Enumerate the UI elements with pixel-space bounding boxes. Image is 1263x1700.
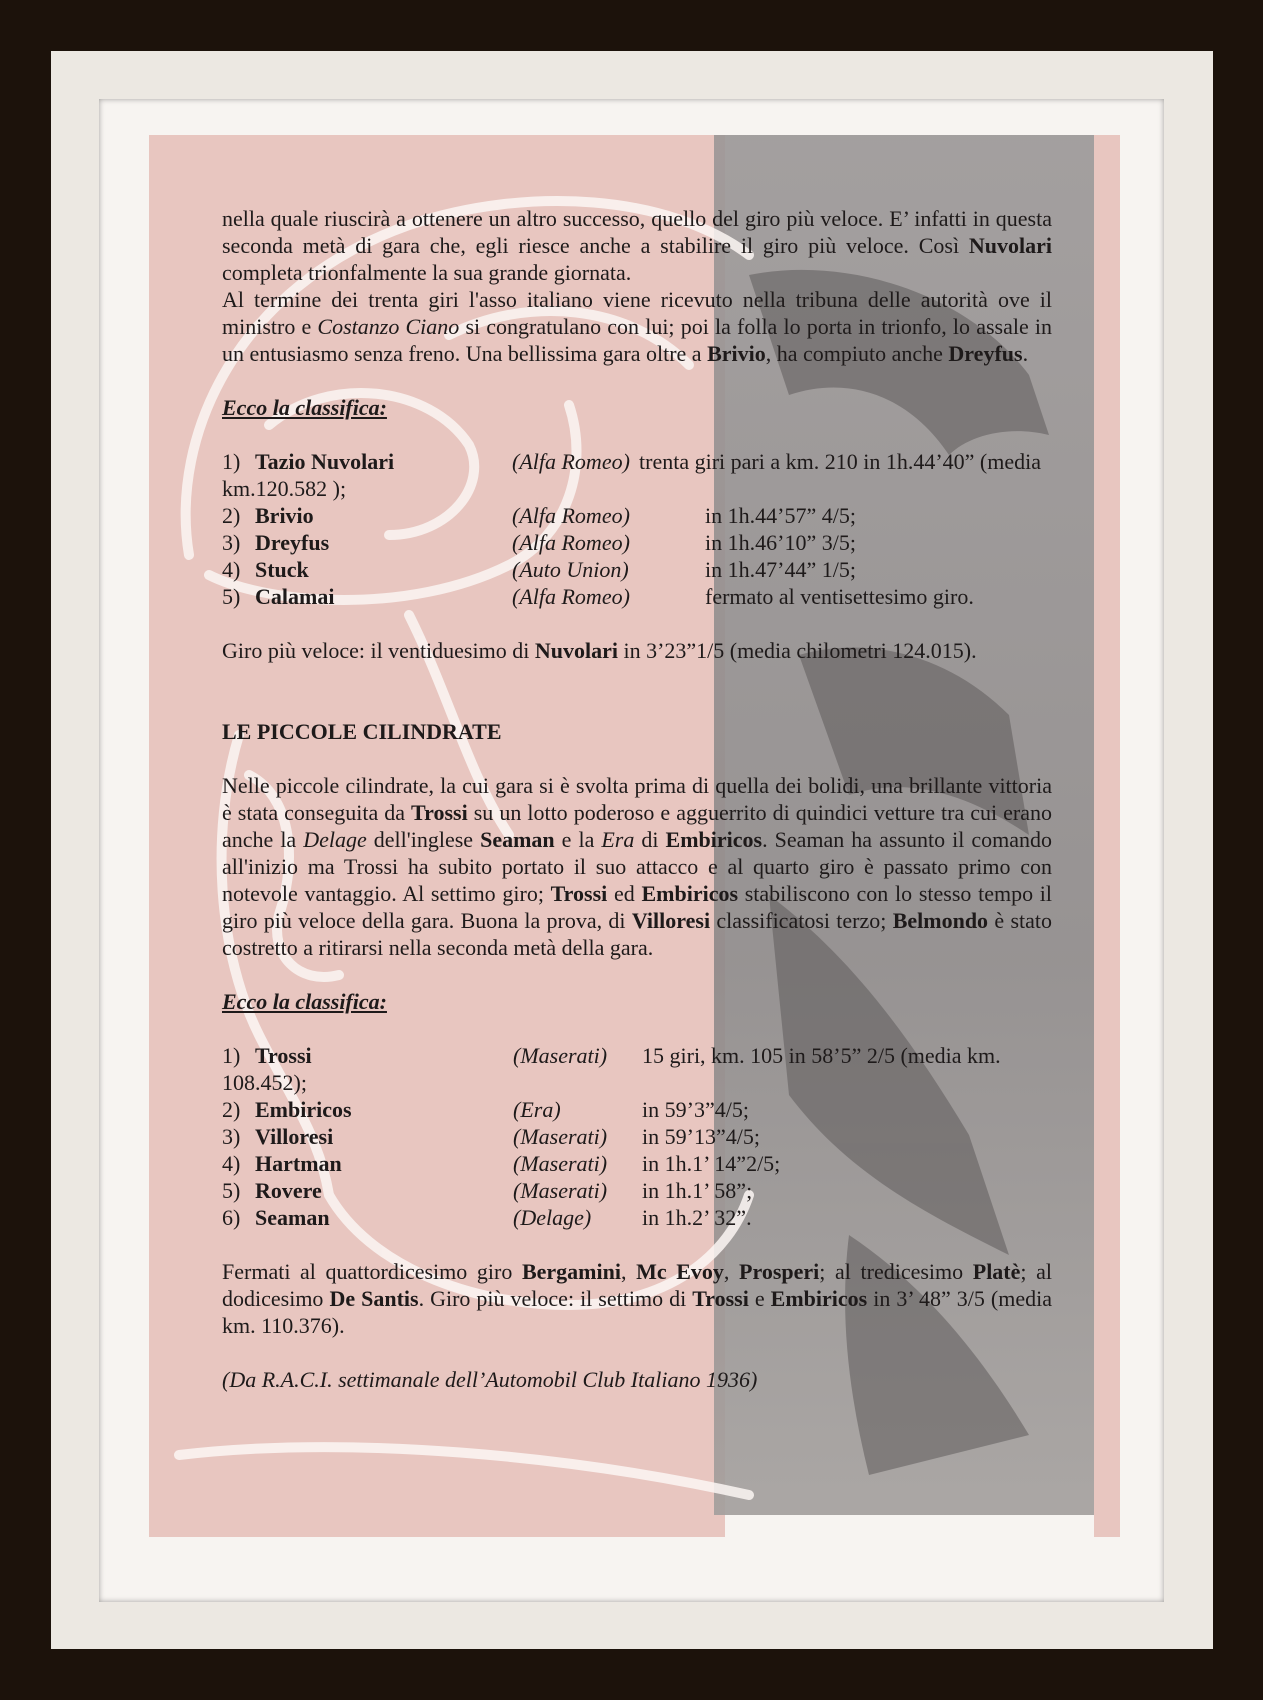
intro-paragraph-1: nella quale riuscirà a ottenere un altro successo, quello del giro più veloce. E’ infatti in questa seconda metà di gara che, egli riesce anche a stabilire il giro più veloce. Così Nuvolari completa trionfalmente la sua grande giornata. xyxy=(222,206,1052,285)
fastest-lap-1: Giro più veloce: il ventiduesimo di Nuvolari in 3’23”1/5 (media chilometri 124.015). xyxy=(222,638,977,663)
result-row: 1) Trossi (Maserati) 15 giri, km. 105 in 58’5” 2/5 (media km. xyxy=(222,1043,1001,1068)
source-citation: (Da R.A.C.I. settimanale dell’Automobil Club Italiano 1936) xyxy=(222,1367,758,1392)
result-row-continuation: 108.452); xyxy=(222,1070,307,1095)
result-row: 4) Hartman (Maserati) in 1h.1’ 14”2/5; xyxy=(222,1151,781,1176)
result-row: 6) Seaman (Delage) in 1h.2’ 32”. xyxy=(222,1205,752,1230)
section-title: LE PICCOLE CILINDRATE xyxy=(222,719,502,744)
result-row: 1) Tazio Nuvolari (Alfa Romeo) trenta giri pari a km. 210 in 1h.44’40” (media xyxy=(222,449,1041,474)
result-row: 5) Rovere (Maserati) in 1h.1’ 58”; xyxy=(222,1178,753,1203)
results-table-1 xyxy=(222,448,1052,610)
results-table-2 xyxy=(222,1042,1052,1231)
section2-paragraph: Nelle piccole cilindrate, la cui gara si è svolta prima di quella dei bolidi, una brillante vittoria è stata conseguita da Trossi su un lotto poderoso e agguerrito di quindici vetture tra cui erano anche la Delage dell'inglese Seaman e la Era di Embiricos. Seaman ha assunto il comando all'inizio ma Trossi ha subito portato il suo attacco e al quarto giro è passato primo con notevole vantaggio. Al settimo giro; Trossi ed Embiricos stabiliscono con lo stesso tempo il giro più veloce della gara. Buona la prova, di Villoresi classificatosi terzo; Belmondo è stato costretto a ritirarsi nella seconda metà della gara. xyxy=(222,773,1052,960)
result-row: 5) Calamai (Alfa Romeo) fermato al ventisettesimo giro. xyxy=(222,584,974,609)
result-row-continuation: km.120.582 ); xyxy=(222,476,347,501)
classifica-heading-2: Ecco la classifica: xyxy=(222,989,387,1014)
article-text xyxy=(222,205,1052,1393)
result-row: 2) Embiricos (Era) in 59’3”4/5; xyxy=(222,1097,749,1122)
result-row: 4) Stuck (Auto Union) in 1h.47’44” 1/5; xyxy=(222,557,856,582)
result-row: 2) Brivio (Alfa Romeo) in 1h.44’57” 4/5; xyxy=(222,503,856,528)
closing-paragraph: Fermati al quattordicesimo giro Bergamini, Mc Evoy, Prosperi; al tredicesimo Platè; al dodicesimo De Santis. Giro più veloce: il settimo di Trossi e Embiricos in 3’ 48” 3/5 (media km. 110.376). xyxy=(222,1259,1053,1338)
intro-paragraph-2: Al termine dei trenta giri l'asso italiano viene ricevuto nella tribuna delle autorità ove il ministro e Costanzo Ciano si congratulano con lui; poi la folla lo porta in trionfo, lo assale in un entusiasmo senza freno. Una bellissima gara oltre a Brivio, ha compiuto anche Dreyfus. xyxy=(222,287,1052,366)
classifica-heading-1: Ecco la classifica: xyxy=(222,395,387,420)
result-row: 3) Villoresi (Maserati) in 59’13”4/5; xyxy=(222,1124,760,1149)
result-row: 3) Dreyfus (Alfa Romeo) in 1h.46’10” 3/5; xyxy=(222,530,856,555)
